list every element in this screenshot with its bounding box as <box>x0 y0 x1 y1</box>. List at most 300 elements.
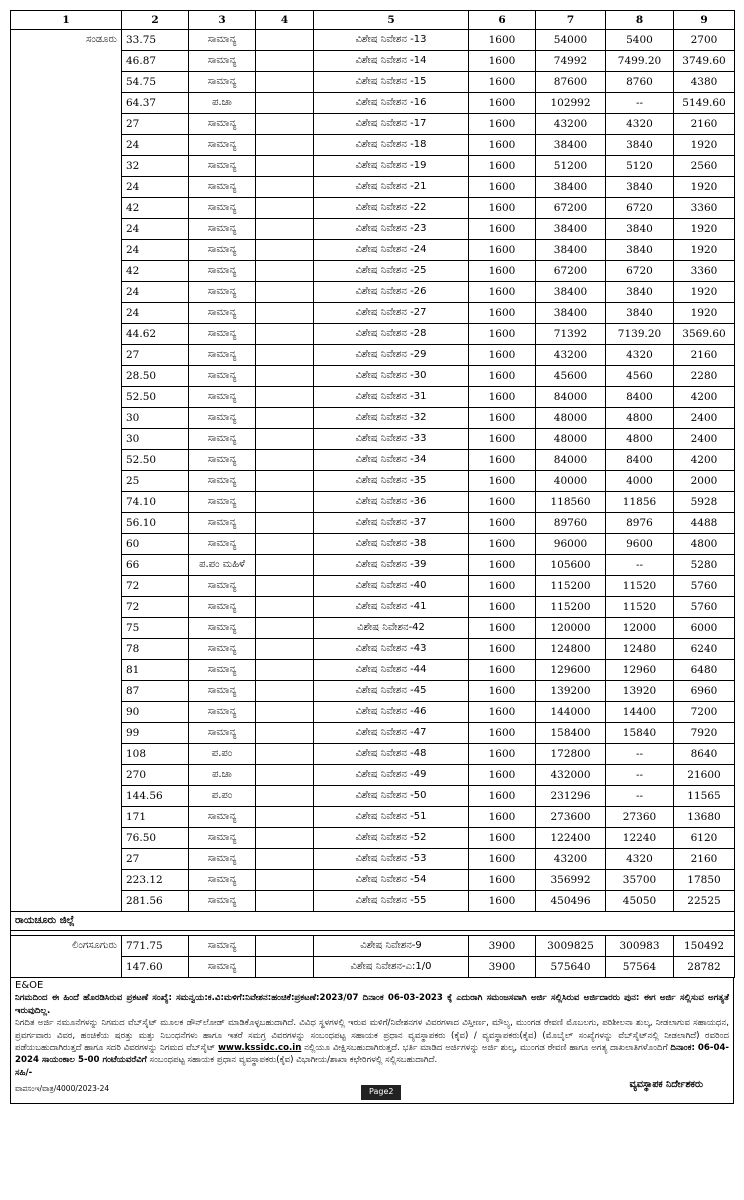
plot-cell: ವಿಶೇಷ ನಿವೇಶನ -47 <box>314 723 469 744</box>
fee-cell: 6120 <box>674 828 735 849</box>
category-cell: ಪ.ಜಾ <box>189 93 256 114</box>
plot-cell: ವಿಶೇಷ ನಿವೇಶನ -34 <box>314 450 469 471</box>
col4-cell <box>256 639 314 660</box>
value-cell: 3009825 <box>536 936 606 957</box>
rate-cell: 1600 <box>469 387 536 408</box>
plot-cell: ವಿಶೇಷ ನಿವೇಶನ -15 <box>314 72 469 93</box>
note-text: ನಲ್ಲಿಯೂ ವೀಕ್ಷಿಸಬಹುದಾಗಿರುತ್ತದೆ. ಭರ್ತಿ ಮಾಡಿದ ಅರ್ಜಿಗಳನ್ನು ಅರ್ಜಿ ಶುಲ್ಕ, ಮುಂಗಡ ಠೇವಣಿ ಹಾಗೂ ಅಗತ್ಯ ದಾಖಲಾತಿಗಳೊಂದಿಗೆ <box>304 1043 668 1054</box>
value-cell: 102992 <box>536 93 606 114</box>
col4-cell <box>256 282 314 303</box>
table-row <box>11 30 735 51</box>
deposit-cell: 12960 <box>606 660 674 681</box>
category-cell: ಸಾಮಾನ್ಯ <box>189 429 256 450</box>
col4-cell <box>256 30 314 51</box>
plot-cell: ವಿಶೇಷ ನಿವೇಶನ -44 <box>314 660 469 681</box>
category-cell: ಪ.ಪಂ <box>189 744 256 765</box>
note-paragraph-1: ನಿಗಮದಿಂದ ಈ ಹಿಂದೆ ಹೊರಡಿಸಿರುವ ಪ್ರಕಟಣೆ ಸಂಖ್ಯೆ: ಸಮನ್ವಯ:ಕ.ವಿ:ಮಳಿಗೆ:ನಿವೇಶನ:ಹಂಚಿಕೆ:ಪ್ರಕಟಣೆ:2023/07 ದಿನಾಂಕ 06-03-2023 ಕ್ಕೆ ಎದುರಾಗಿ ಸಮಂಜಸವಾಗಿ ಅರ್ಜಿ ಸಲ್ಲಿಸಿರುವ ಅರ್ಜಿದಾರರು ಪುನ: ಈಗ ಅರ್ಜಿ ಸಲ್ಲಿಸುವ ಅಗತ್ಯತೆ ಇರುವುದಿಲ್ಲ. <box>15 993 729 1016</box>
value-cell: 87600 <box>536 72 606 93</box>
value-cell: 172800 <box>536 744 606 765</box>
plot-cell: ವಿಶೇಷ ನಿವೇಶನ -22 <box>314 198 469 219</box>
deposit-cell: 4320 <box>606 114 674 135</box>
plot-cell: ವಿಶೇಷ ನಿವೇಶನ -50 <box>314 786 469 807</box>
rate-cell: 1600 <box>469 807 536 828</box>
category-cell: ಸಾಮಾನ್ಯ <box>189 870 256 891</box>
col-header: 8 <box>606 11 674 30</box>
deposit-cell: -- <box>606 93 674 114</box>
fee-cell: 28782 <box>674 957 735 978</box>
col4-cell <box>256 513 314 534</box>
area-cell: 171 <box>122 807 189 828</box>
area-cell: 42 <box>122 198 189 219</box>
col4-cell <box>256 765 314 786</box>
col4-cell <box>256 597 314 618</box>
category-cell: ಸಾಮಾನ್ಯ <box>189 282 256 303</box>
area-cell: 99 <box>122 723 189 744</box>
category-cell: ಸಾಮಾನ್ಯ <box>189 936 256 957</box>
fee-cell: 8640 <box>674 744 735 765</box>
plot-cell: ವಿಶೇಷ ನಿವೇಶನ -29 <box>314 345 469 366</box>
plot-cell: ವಿಶೇಷ ನಿವೇಶನ -16 <box>314 93 469 114</box>
area-cell: 25 <box>122 471 189 492</box>
deposit-cell: -- <box>606 555 674 576</box>
fee-cell: 2160 <box>674 114 735 135</box>
area-cell: 54.75 <box>122 72 189 93</box>
deposit-cell: 8400 <box>606 450 674 471</box>
deposit-cell: 57564 <box>606 957 674 978</box>
value-cell: 84000 <box>536 387 606 408</box>
place-cell: ಲಿಂಗಸೂಗುರು <box>11 936 122 978</box>
col4-cell <box>256 324 314 345</box>
col4-cell <box>256 849 314 870</box>
area-cell: 64.37 <box>122 93 189 114</box>
col4-cell <box>256 156 314 177</box>
col4-cell <box>256 870 314 891</box>
plot-cell: ವಿಶೇಷ ನಿವೇಶನ -17 <box>314 114 469 135</box>
rate-cell: 1600 <box>469 282 536 303</box>
fee-cell: 7200 <box>674 702 735 723</box>
category-cell: ಪ.ಪಂ <box>189 786 256 807</box>
deposit-cell: 8760 <box>606 72 674 93</box>
col4-cell <box>256 408 314 429</box>
value-cell: 48000 <box>536 429 606 450</box>
col-header: 7 <box>536 11 606 30</box>
deposit-cell: 12000 <box>606 618 674 639</box>
fee-cell: 5280 <box>674 555 735 576</box>
area-cell: 72 <box>122 576 189 597</box>
value-cell: 74992 <box>536 51 606 72</box>
deposit-cell: 3840 <box>606 219 674 240</box>
category-cell: ಸಾಮಾನ್ಯ <box>189 345 256 366</box>
col4-cell <box>256 618 314 639</box>
deposit-cell: 5400 <box>606 30 674 51</box>
area-cell: 33.75 <box>122 30 189 51</box>
area-cell: 52.50 <box>122 387 189 408</box>
rate-cell: 1600 <box>469 30 536 51</box>
plot-cell: ವಿಶೇಷ ನಿವೇಶನ -54 <box>314 870 469 891</box>
col4-cell <box>256 93 314 114</box>
plot-cell: ವಿಶೇಷ ನಿವೇಶನ -55 <box>314 891 469 912</box>
deposit-cell: 15840 <box>606 723 674 744</box>
col4-cell <box>256 744 314 765</box>
category-cell: ಸಾಮಾನ್ಯ <box>189 492 256 513</box>
col4-cell <box>256 135 314 156</box>
area-cell: 90 <box>122 702 189 723</box>
col4-cell <box>256 303 314 324</box>
col4-cell <box>256 660 314 681</box>
value-cell: 575640 <box>536 957 606 978</box>
area-cell: 72 <box>122 597 189 618</box>
area-cell: 78 <box>122 639 189 660</box>
area-cell: 223.12 <box>122 870 189 891</box>
fee-cell: 1920 <box>674 177 735 198</box>
value-cell: 54000 <box>536 30 606 51</box>
deposit-cell: 4000 <box>606 471 674 492</box>
fee-cell: 6960 <box>674 681 735 702</box>
fee-cell: 13680 <box>674 807 735 828</box>
plot-cell: ವಿಶೇಷ ನಿವೇಶನ -25 <box>314 261 469 282</box>
rate-cell: 1600 <box>469 450 536 471</box>
plot-cell: ವಿಶೇಷ ನಿವೇಶನ -27 <box>314 303 469 324</box>
plot-cell: ವಿಶೇಷ ನಿವೇಶನ -24 <box>314 240 469 261</box>
area-cell: 30 <box>122 429 189 450</box>
category-cell: ಸಾಮಾನ್ಯ <box>189 828 256 849</box>
fee-cell: 2160 <box>674 849 735 870</box>
plot-cell: ವಿಶೇಷ ನಿವೇಶನ -53 <box>314 849 469 870</box>
rate-cell: 1600 <box>469 870 536 891</box>
fee-cell: 4488 <box>674 513 735 534</box>
category-cell: ಸಾಮಾನ್ಯ <box>189 51 256 72</box>
col4-cell <box>256 936 314 957</box>
category-cell: ಸಾಮಾನ್ಯ <box>189 114 256 135</box>
deposit-cell: 3840 <box>606 240 674 261</box>
value-cell: 432000 <box>536 765 606 786</box>
rate-cell: 1600 <box>469 765 536 786</box>
fee-cell: 2400 <box>674 408 735 429</box>
area-cell: 281.56 <box>122 891 189 912</box>
rate-cell: 1600 <box>469 576 536 597</box>
fee-cell: 1920 <box>674 282 735 303</box>
fee-cell: 1920 <box>674 303 735 324</box>
col4-cell <box>256 240 314 261</box>
area-cell: 27 <box>122 345 189 366</box>
value-cell: 129600 <box>536 660 606 681</box>
category-cell: ಸಾಮಾನ್ಯ <box>189 366 256 387</box>
fee-cell: 4800 <box>674 534 735 555</box>
col-header: 5 <box>314 11 469 30</box>
value-cell: 51200 <box>536 156 606 177</box>
fee-cell: 1920 <box>674 135 735 156</box>
deposit-cell: 8400 <box>606 387 674 408</box>
col4-cell <box>256 261 314 282</box>
value-cell: 89760 <box>536 513 606 534</box>
deposit-cell: 12480 <box>606 639 674 660</box>
plot-cell: ವಿಶೇಷ ನಿವೇಶನ -19 <box>314 156 469 177</box>
plot-cell: ವಿಶೇಷ ನಿವೇಶನ -45 <box>314 681 469 702</box>
area-cell: 60 <box>122 534 189 555</box>
area-cell: 28.50 <box>122 366 189 387</box>
deposit-cell: 11856 <box>606 492 674 513</box>
value-cell: 96000 <box>536 534 606 555</box>
fee-cell: 4200 <box>674 450 735 471</box>
fee-cell: 4200 <box>674 387 735 408</box>
col4-cell <box>256 114 314 135</box>
col4-cell <box>256 177 314 198</box>
col4-cell <box>256 891 314 912</box>
lingasugur-rows <box>11 936 735 978</box>
fee-cell: 21600 <box>674 765 735 786</box>
plot-cell: ವಿಶೇಷ ನಿವೇಶನ-42 <box>314 618 469 639</box>
notes-section <box>10 978 734 1104</box>
category-cell: ಸಾಮಾನ್ಯ <box>189 660 256 681</box>
col4-cell <box>256 429 314 450</box>
category-cell: ಸಾಮಾನ್ಯ <box>189 513 256 534</box>
rate-cell: 1600 <box>469 135 536 156</box>
rate-cell: 1600 <box>469 324 536 345</box>
area-cell: 52.50 <box>122 450 189 471</box>
category-cell: ಸಾಮಾನ್ಯ <box>189 450 256 471</box>
value-cell: 43200 <box>536 345 606 366</box>
area-cell: 27 <box>122 849 189 870</box>
value-cell: 105600 <box>536 555 606 576</box>
note-text: ಸಂಬಂಧಪಟ್ಟ ಸಹಾಯಕ ಪ್ರಧಾನ ವ್ಯವಸ್ಥಾಪಕರು(ಕೈವ) ವಿಭಾಗೀಯ/ಶಾಖಾ ಕಛೇರಿಗಳಲ್ಲಿ ಸಲ್ಲಿಸಬಹುದಾಗಿದೆ. <box>149 1055 438 1066</box>
category-cell: ಸಾಮಾನ್ಯ <box>189 681 256 702</box>
area-cell: 24 <box>122 177 189 198</box>
fee-cell: 22525 <box>674 891 735 912</box>
col4-cell <box>256 702 314 723</box>
plot-cell: ವಿಶೇಷ ನಿವೇಶನ-9 <box>314 936 469 957</box>
category-cell: ಸಾಮಾನ್ಯ <box>189 30 256 51</box>
plot-cell: ವಿಶೇಷ ನಿವೇಶನ -21 <box>314 177 469 198</box>
area-cell: 144.56 <box>122 786 189 807</box>
fee-cell: 4380 <box>674 72 735 93</box>
rate-cell: 1600 <box>469 513 536 534</box>
fee-cell: 6240 <box>674 639 735 660</box>
col4-cell <box>256 807 314 828</box>
fee-cell: 1920 <box>674 240 735 261</box>
plot-cell: ವಿಶೇಷ ನಿವೇಶನ -40 <box>314 576 469 597</box>
col4-cell <box>256 681 314 702</box>
value-cell: 144000 <box>536 702 606 723</box>
col-header: 2 <box>122 11 189 30</box>
website-link[interactable]: www.kssidc.co.in <box>218 1043 302 1054</box>
place-cell: ಸಂಡೂರು <box>11 30 122 912</box>
rate-cell: 1600 <box>469 891 536 912</box>
col4-cell <box>256 387 314 408</box>
col4-cell <box>256 576 314 597</box>
deposit-cell: 45050 <box>606 891 674 912</box>
col4-cell <box>256 366 314 387</box>
rate-cell: 1600 <box>469 156 536 177</box>
area-cell: 44.62 <box>122 324 189 345</box>
category-cell: ಸಾಮಾನ್ಯ <box>189 702 256 723</box>
category-cell: ಸಾಮಾನ್ಯ <box>189 408 256 429</box>
category-cell: ಸಾಮಾನ್ಯ <box>189 135 256 156</box>
area-cell: 56.10 <box>122 513 189 534</box>
rate-cell: 1600 <box>469 597 536 618</box>
col4-cell <box>256 345 314 366</box>
category-cell: ಪ.ಪಂ ಮಹಿಳೆ <box>189 555 256 576</box>
value-cell: 84000 <box>536 450 606 471</box>
deposit-cell: 35700 <box>606 870 674 891</box>
rate-cell: 1600 <box>469 429 536 450</box>
plot-cell: ವಿಶೇಷ ನಿವೇಶನ -28 <box>314 324 469 345</box>
value-cell: 48000 <box>536 408 606 429</box>
plot-cell: ವಿಶೇಷ ನಿವೇಶನ -49 <box>314 765 469 786</box>
area-cell: 24 <box>122 240 189 261</box>
fee-cell: 3360 <box>674 261 735 282</box>
value-cell: 71392 <box>536 324 606 345</box>
col4-cell <box>256 786 314 807</box>
deposit-cell: 7139.20 <box>606 324 674 345</box>
plot-cell: ವಿಶೇಷ ನಿವೇಶನ -30 <box>314 366 469 387</box>
col-header: 4 <box>256 11 314 30</box>
signature: ಸಹಿ/- <box>15 1067 33 1078</box>
fee-cell: 2400 <box>674 429 735 450</box>
value-cell: 231296 <box>536 786 606 807</box>
plot-cell: ವಿಶೇಷ ನಿವೇಶನ -39 <box>314 555 469 576</box>
rate-cell: 1600 <box>469 114 536 135</box>
plots-table <box>10 10 735 978</box>
plot-cell: ವಿಶೇಷ ನಿವೇಶನ -13 <box>314 30 469 51</box>
deposit-cell: -- <box>606 786 674 807</box>
value-cell: 122400 <box>536 828 606 849</box>
fee-cell: 1920 <box>674 219 735 240</box>
plot-cell: ವಿಶೇಷ ನಿವೇಶನ -43 <box>314 639 469 660</box>
deadline-text: ದಿನಾಂಕ: 06-04-2024 ಸಾಯಂಕಾಲ 5-00 ಗಂಟೆಯವರೆವಿಗೆ <box>15 1043 729 1066</box>
plot-cell: ವಿಶೇಷ ನಿವೇಶನ -18 <box>314 135 469 156</box>
rate-cell: 1600 <box>469 408 536 429</box>
footer <box>11 1079 733 1103</box>
document-page <box>10 10 734 1104</box>
category-cell: ಸಾಮಾನ್ಯ <box>189 72 256 93</box>
value-cell: 158400 <box>536 723 606 744</box>
col4-cell <box>256 450 314 471</box>
col4-cell <box>256 198 314 219</box>
category-cell: ಸಾಮಾನ್ಯ <box>189 639 256 660</box>
rate-cell: 1600 <box>469 786 536 807</box>
col4-cell <box>256 492 314 513</box>
area-cell: 24 <box>122 135 189 156</box>
value-cell: 115200 <box>536 597 606 618</box>
fee-cell: 5928 <box>674 492 735 513</box>
rate-cell: 1600 <box>469 702 536 723</box>
category-cell: ಸಾಮಾನ್ಯ <box>189 177 256 198</box>
col4-cell <box>256 51 314 72</box>
value-cell: 45600 <box>536 366 606 387</box>
area-cell: 32 <box>122 156 189 177</box>
col-header: 6 <box>469 11 536 30</box>
plot-cell: ವಿಶೇಷ ನಿವೇಶನ -35 <box>314 471 469 492</box>
fee-cell: 17850 <box>674 870 735 891</box>
deposit-cell: 4800 <box>606 408 674 429</box>
fee-cell: 3360 <box>674 198 735 219</box>
rate-cell: 1600 <box>469 828 536 849</box>
col-header: 9 <box>674 11 735 30</box>
rate-cell: 3900 <box>469 957 536 978</box>
fee-cell: 5149.60 <box>674 93 735 114</box>
value-cell: 120000 <box>536 618 606 639</box>
value-cell: 118560 <box>536 492 606 513</box>
category-cell: ಸಾಮಾನ್ಯ <box>189 156 256 177</box>
deposit-cell: -- <box>606 765 674 786</box>
category-cell: ಸಾಮಾನ್ಯ <box>189 261 256 282</box>
rate-cell: 1600 <box>469 303 536 324</box>
plot-cell: ವಿಶೇಷ ನಿವೇಶನ -33 <box>314 429 469 450</box>
rate-cell: 1600 <box>469 51 536 72</box>
area-cell: 147.60 <box>122 957 189 978</box>
table-row <box>11 936 735 957</box>
deposit-cell: 7499.20 <box>606 51 674 72</box>
area-cell: 46.87 <box>122 51 189 72</box>
category-cell: ಸಾಮಾನ್ಯ <box>189 723 256 744</box>
col4-cell <box>256 828 314 849</box>
deposit-cell: 5120 <box>606 156 674 177</box>
area-cell: 75 <box>122 618 189 639</box>
rate-cell: 1600 <box>469 849 536 870</box>
fee-cell: 150492 <box>674 936 735 957</box>
rate-cell: 3900 <box>469 936 536 957</box>
value-cell: 356992 <box>536 870 606 891</box>
category-cell: ಸಾಮಾನ್ಯ <box>189 534 256 555</box>
area-cell: 81 <box>122 660 189 681</box>
col4-cell <box>256 957 314 978</box>
area-cell: 74.10 <box>122 492 189 513</box>
fee-cell: 5760 <box>674 576 735 597</box>
category-cell: ಸಾಮಾನ್ಯ <box>189 957 256 978</box>
value-cell: 67200 <box>536 198 606 219</box>
plot-cell: ವಿಶೇಷ ನಿವೇಶನ -38 <box>314 534 469 555</box>
area-cell: 771.75 <box>122 936 189 957</box>
deposit-cell: 8976 <box>606 513 674 534</box>
rate-cell: 1600 <box>469 366 536 387</box>
fee-cell: 2560 <box>674 156 735 177</box>
category-cell: ಸಾಮಾನ್ಯ <box>189 387 256 408</box>
note-text: ನಿಗದಿತ ಅರ್ಜಿ ನಮೂನೆಗಳನ್ನು ನಿಗಮದ ವೆಬ್‌ಸೈಟ್ ಮೂಲಕ ಡೌನ್‌ಲೋಡ್ ಮಾಡಿಕೊಳ್ಳಬಹುದಾಗಿದೆ. ವಿವಿಧ ಸ್ಥಳಗಳಲ್ಲಿ ಇರುವ ಮಳಿಗೆ/ನಿವೇಶನಗಳ ವಿವರಗಳಾದ ವಿಸ್ತೀರ್ಣ, ಮೌಲ್ಯ, ಮುಂಗಡ ಠೇವಣಿ ಮೊಬಲಗು, ಪರಿಶೀಲನಾ ಶುಲ್ಕ, ನೀಡಲಾಗುವ ಸಹಾಯಧನ, ಪ್ರವರ್ಗವಾರು ವಿವರ, ಹಂಚಿಕೆಯ ಷರತ್ತು ಮತ್ತು ನಿಬಂಧನೆಗಳು ಹಾಗೂ ಇತರೆ ಸಮಗ್ರ ವಿವರಗಳನ್ನು ಸಂಬಂಧಪಟ್ಟ ಸಹಾಯಕ ಪ್ರಧಾನ ವ್ಯವಸ್ಥಾಪಕರು (ಕೈವ) / ವ್ಯವಸ್ಥಾಪಕರು(ಕೈವ) (ಮೊಬೈಲ್ ಸಂಖ್ಯೆಗಳನ್ನು ವೆಬ್‌ಸೈಟ್‌ನಲ್ಲಿ ನೀಡಲಾಗಿದೆ) ರವರಿಂದ ಪಡೆಯಬಹುದಾಗಿರುತ್ತದೆ ಹಾಗೂ ಸದರಿ ವಿವರಗಳನ್ನು ನಿಗಮದ ವೆಬ್‌ಸೈಟ್ <box>15 1018 729 1054</box>
plot-cell: ವಿಶೇಷ ನಿವೇಶನ -41 <box>314 597 469 618</box>
value-cell: 115200 <box>536 576 606 597</box>
eoe-label: E&OE <box>15 980 44 991</box>
value-cell: 43200 <box>536 114 606 135</box>
category-cell: ಸಾಮಾನ್ಯ <box>189 807 256 828</box>
area-cell: 30 <box>122 408 189 429</box>
rate-cell: 1600 <box>469 72 536 93</box>
col4-cell <box>256 723 314 744</box>
plot-cell: ವಿಶೇಷ ನಿವೇಶನ -23 <box>314 219 469 240</box>
plot-cell: ವಿಶೇಷ ನಿವೇಶನ -51 <box>314 807 469 828</box>
plot-cell: ವಿಶೇಷ ನಿವೇಶನ -52 <box>314 828 469 849</box>
fee-cell: 7920 <box>674 723 735 744</box>
fee-cell: 2000 <box>674 471 735 492</box>
plot-cell: ವಿಶೇಷ ನಿವೇಶನ -37 <box>314 513 469 534</box>
col-header: 1 <box>11 11 122 30</box>
col4-cell <box>256 534 314 555</box>
deposit-cell: 3840 <box>606 282 674 303</box>
rate-cell: 1600 <box>469 681 536 702</box>
plot-cell: ವಿಶೇಷ ನಿವೇಶನ -14 <box>314 51 469 72</box>
value-cell: 40000 <box>536 471 606 492</box>
note-paragraph-2 <box>15 1017 729 1067</box>
fee-cell: 11565 <box>674 786 735 807</box>
category-cell: ಸಾಮಾನ್ಯ <box>189 240 256 261</box>
value-cell: 38400 <box>536 240 606 261</box>
value-cell: 38400 <box>536 135 606 156</box>
fee-cell: 2280 <box>674 366 735 387</box>
area-cell: 87 <box>122 681 189 702</box>
rate-cell: 1600 <box>469 219 536 240</box>
col4-cell <box>256 219 314 240</box>
fee-cell: 2700 <box>674 30 735 51</box>
rate-cell: 1600 <box>469 660 536 681</box>
